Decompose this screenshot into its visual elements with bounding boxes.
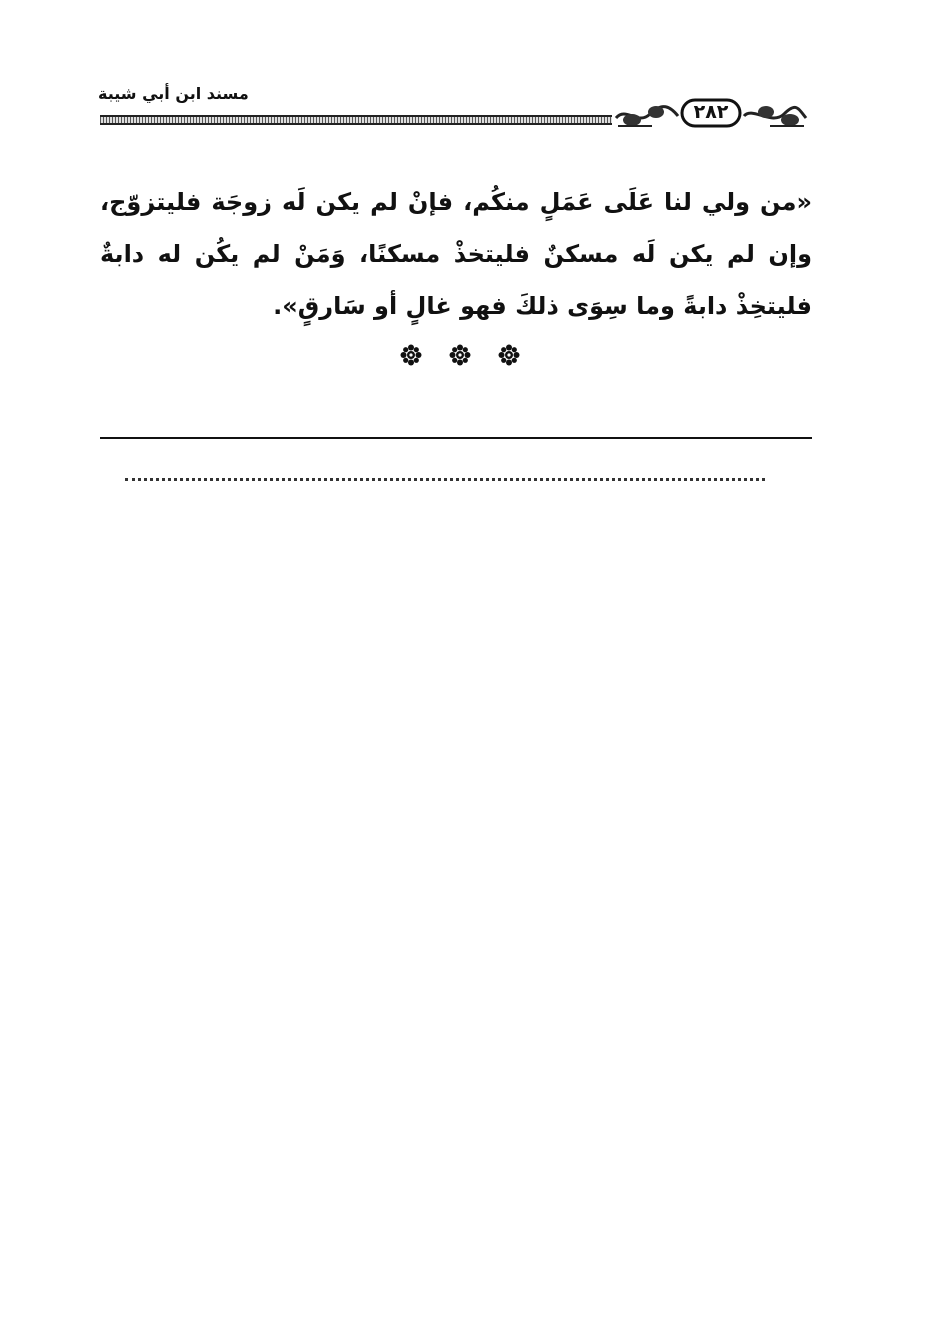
section-separator: [400, 344, 520, 368]
footnote-separator: [100, 437, 812, 439]
hadith-text: «من ولي لنا عَلَى عَمَلٍ منكُم، فإنْ لم يكن لَه زوجَة فليتزوّج، وإن لم يكن لَه مسكنٌ فليتخذْ مسكنًا، وَمَنْ لم يكُن له دابةٌ فليتخِذْ دابةً وما سِوَى ذلكَ فهو غالٍ أو سَارقٍ».: [100, 188, 812, 320]
flower-ornament-icon: [498, 344, 520, 366]
flower-ornament-icon: [449, 344, 471, 366]
dotted-line: [125, 478, 765, 481]
book-title: مسند ابن أبي شيبة: [98, 84, 249, 103]
header-rule: [100, 115, 612, 125]
page-number: ٢٨٢: [693, 101, 729, 123]
flower-ornament-icon: [400, 344, 422, 366]
